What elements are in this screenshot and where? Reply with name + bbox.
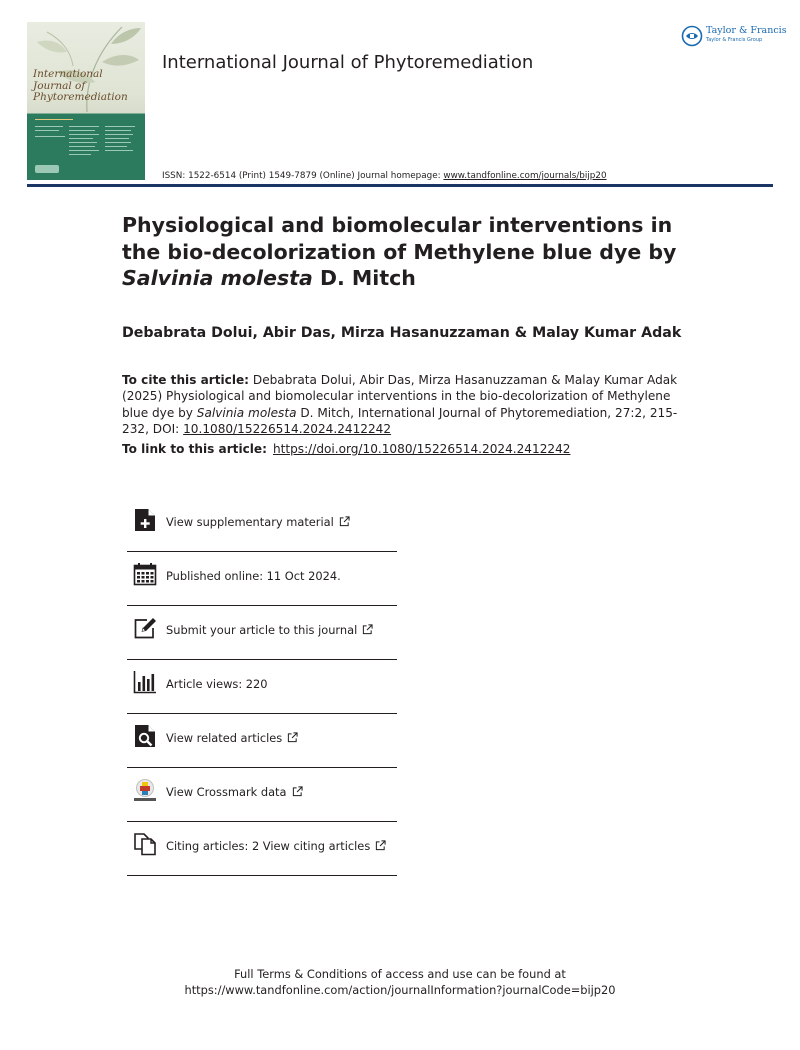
- external-link-icon: [287, 732, 298, 743]
- issn-text: ISSN: 1522-6514 (Print) 1549-7879 (Online) Journal homepage:: [162, 171, 444, 181]
- action-crossmark[interactable]: [127, 768, 397, 822]
- publisher-name: Taylor & Francis: [706, 25, 787, 36]
- supplementary-plus-icon: [133, 508, 157, 532]
- action-label: Article views: 220: [166, 677, 268, 691]
- terms-text: Full Terms & Conditions of access and use can be found at: [234, 967, 566, 981]
- action-citing-articles[interactable]: [127, 822, 397, 876]
- journal-name[interactable]: International Journal of Phytoremediation: [162, 52, 534, 73]
- article-link-line: [122, 442, 570, 456]
- external-link-icon: [375, 840, 386, 851]
- citation-block: To cite this article: Debabrata Dolui, Abir Das, Mirza Hasanuzzaman & Malay Kumar Adak (2025) Physiological and biomolecular interventions in the bio-decolorization of Methylene blue dye by Salvinia molesta D. Mitch, International Journal of Phytoremediation, 27:2, 215-232, DOI: 10.1080/15226514.2024.2412242: [122, 373, 678, 437]
- article-authors: Debabrata Dolui, Abir Das, Mirza Hasanuzzaman & Malay Kumar Adak: [122, 325, 682, 341]
- action-submit-article[interactable]: [127, 606, 397, 660]
- action-label: Published online: 11 Oct 2024.: [166, 569, 341, 583]
- journal-homepage-link[interactable]: www.tandfonline.com/journals/bijp20: [443, 171, 607, 181]
- action-label: Submit your article to this journal: [166, 623, 373, 637]
- bar-chart-icon: [133, 670, 157, 694]
- terms-link[interactable]: https://www.tandfonline.com/action/journalInformation?journalCode=bijp20: [184, 983, 616, 997]
- citation-doi-link[interactable]: 10.1080/15226514.2024.2412242: [183, 422, 392, 437]
- citing-pages-icon: [133, 832, 157, 856]
- crossmark-icon: [133, 778, 157, 802]
- cover-title: International Journal of Phytoremediation: [33, 68, 128, 103]
- action-label: Citing articles: 2 View citing articles: [166, 839, 386, 853]
- action-label: View supplementary material: [166, 515, 350, 529]
- header-divider: [27, 184, 773, 187]
- cover-publisher-logo: [35, 165, 59, 173]
- action-published-online: [127, 552, 397, 606]
- external-link-icon: [292, 786, 303, 797]
- publisher-tagline: Taylor & Francis Group: [706, 37, 763, 43]
- edit-pencil-icon: [133, 616, 157, 640]
- journal-cover-image: [27, 22, 145, 180]
- article-link-label: To link to this article:: [122, 442, 267, 456]
- issn-line: [162, 171, 607, 181]
- action-view-supplementary[interactable]: [127, 498, 397, 552]
- external-link-icon: [362, 624, 373, 635]
- citation-label: To cite this article:: [122, 373, 250, 387]
- calendar-icon: [133, 562, 157, 586]
- action-label: View related articles: [166, 731, 298, 745]
- article-title: Physiological and biomolecular interventions in the bio-decolorization of Methylene blue dye by Salvinia molesta D. Mitch: [122, 213, 677, 290]
- external-link-icon: [339, 516, 350, 527]
- article-actions-list: [127, 498, 397, 876]
- action-article-views: [127, 660, 397, 714]
- terms-footer: [0, 966, 800, 998]
- action-view-related[interactable]: [127, 714, 397, 768]
- article-doi-link[interactable]: https://doi.org/10.1080/15226514.2024.2412242: [272, 442, 571, 456]
- action-label: View Crossmark data: [166, 785, 303, 799]
- search-document-icon: [133, 724, 157, 748]
